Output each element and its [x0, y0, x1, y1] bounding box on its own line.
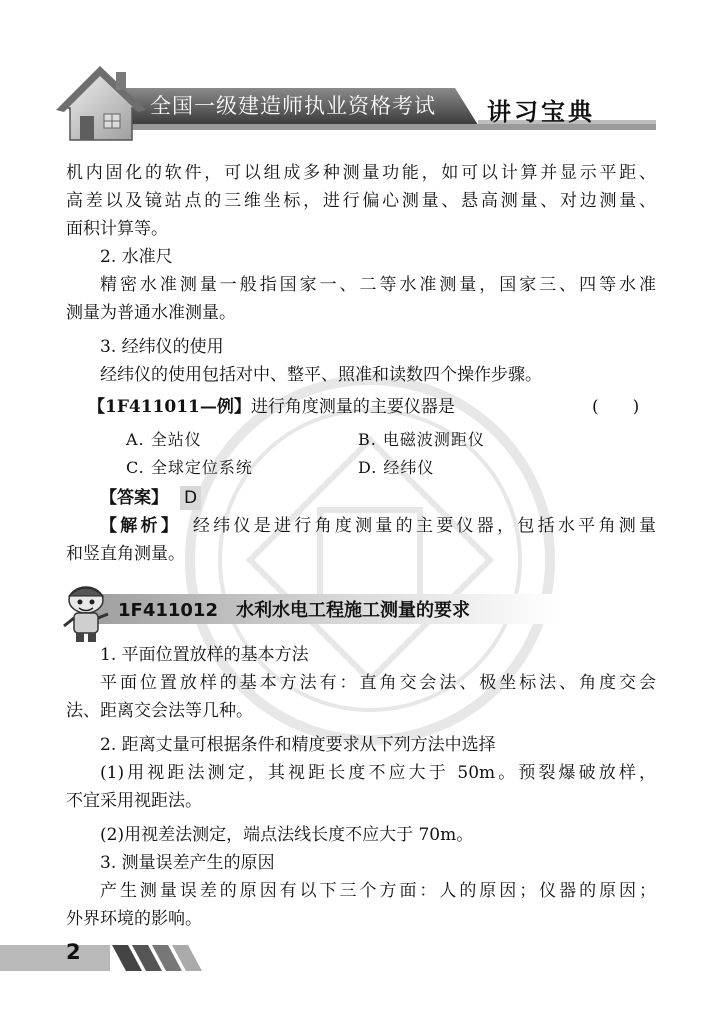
example-question-text: 进行角度测量的主要仪器是 — [250, 397, 455, 417]
header-banner — [0, 0, 719, 150]
header-title: 全国一级建造师执业资格考试 — [150, 94, 436, 118]
option-a: A. 全站仪 — [126, 430, 202, 449]
paragraph-line: (1)用视距法测定，其视距长度不应大于 50m。预裂爆破放样， — [100, 763, 656, 783]
answer-line — [100, 486, 201, 510]
paragraph-line: (2)用视差法测定，端点法线长度不应大于 70m。 — [100, 825, 474, 845]
paragraph-line: 法、距离交会法等几种。 — [66, 701, 253, 721]
subheading: 3. 经纬仪的使用 — [100, 337, 224, 357]
paragraph-line: 精密水准测量一般指国家一、二等水准测量，国家三、四等水准 — [100, 275, 656, 295]
analysis-text: 经纬仪是进行角度测量的主要仪器，包括水平角测量 — [192, 516, 657, 536]
option-c: C. 全球定位系统 — [126, 458, 253, 477]
analysis-line — [100, 514, 656, 538]
subheading: 2. 距离丈量可根据条件和精度要求从下列方法中选择 — [100, 735, 496, 755]
mascot-icon — [60, 580, 112, 644]
analysis-line: 和竖直角测量。 — [66, 544, 185, 564]
section-title — [118, 596, 470, 622]
paragraph-line: 机内固化的软件，可以组成多种测量功能，如可以计算并显示平距、 — [66, 163, 656, 183]
paragraph-line: 平面位置放样的基本方法有：直角交会法、极坐标法、角度交会 — [100, 673, 656, 693]
footer-stripes — [0, 937, 719, 977]
paragraph-line: 经纬仪的使用包括对中、整平、照准和读数四个操作步骤。 — [100, 365, 542, 385]
paragraph-line: 外界环境的影响。 — [66, 909, 202, 929]
paragraph-line: 面积计算等。 — [66, 219, 168, 239]
header-brand: 讲习宝典 — [487, 98, 595, 126]
section-title-text: 水利水电工程施工测量的要求 — [235, 600, 470, 621]
option-b: B. 电磁波测距仪 — [358, 430, 485, 449]
answer-label: 【答案】 — [100, 488, 168, 508]
option-d: D. 经纬仪 — [358, 458, 435, 477]
paragraph-line: 产生测量误差的原因有以下三个方面：人的原因；仪器的原因； — [100, 881, 656, 901]
section-code: 1F411012 — [118, 600, 218, 621]
page-number: 2 — [66, 940, 81, 964]
paragraph-line: 高差以及镜站点的三维坐标，进行偏心测量、悬高测量、对边测量、 — [66, 191, 656, 211]
example-label: 【1F411011—例】 — [88, 397, 251, 417]
subheading: 2. 水准尺 — [100, 247, 173, 267]
analysis-label: 【解析】 — [100, 516, 173, 536]
paragraph-line: 测量为普通水准测量。 — [66, 303, 236, 323]
answer-value: D — [180, 486, 201, 510]
example-question — [88, 395, 455, 419]
house-icon — [56, 66, 146, 140]
answer-paren: ( ) — [592, 397, 640, 417]
page-header — [0, 0, 719, 150]
subheading: 3. 测量误差产生的原因 — [100, 853, 275, 873]
subheading: 1. 平面位置放样的基本方法 — [100, 645, 309, 665]
paragraph-line: 不宜采用视距法。 — [66, 791, 202, 811]
